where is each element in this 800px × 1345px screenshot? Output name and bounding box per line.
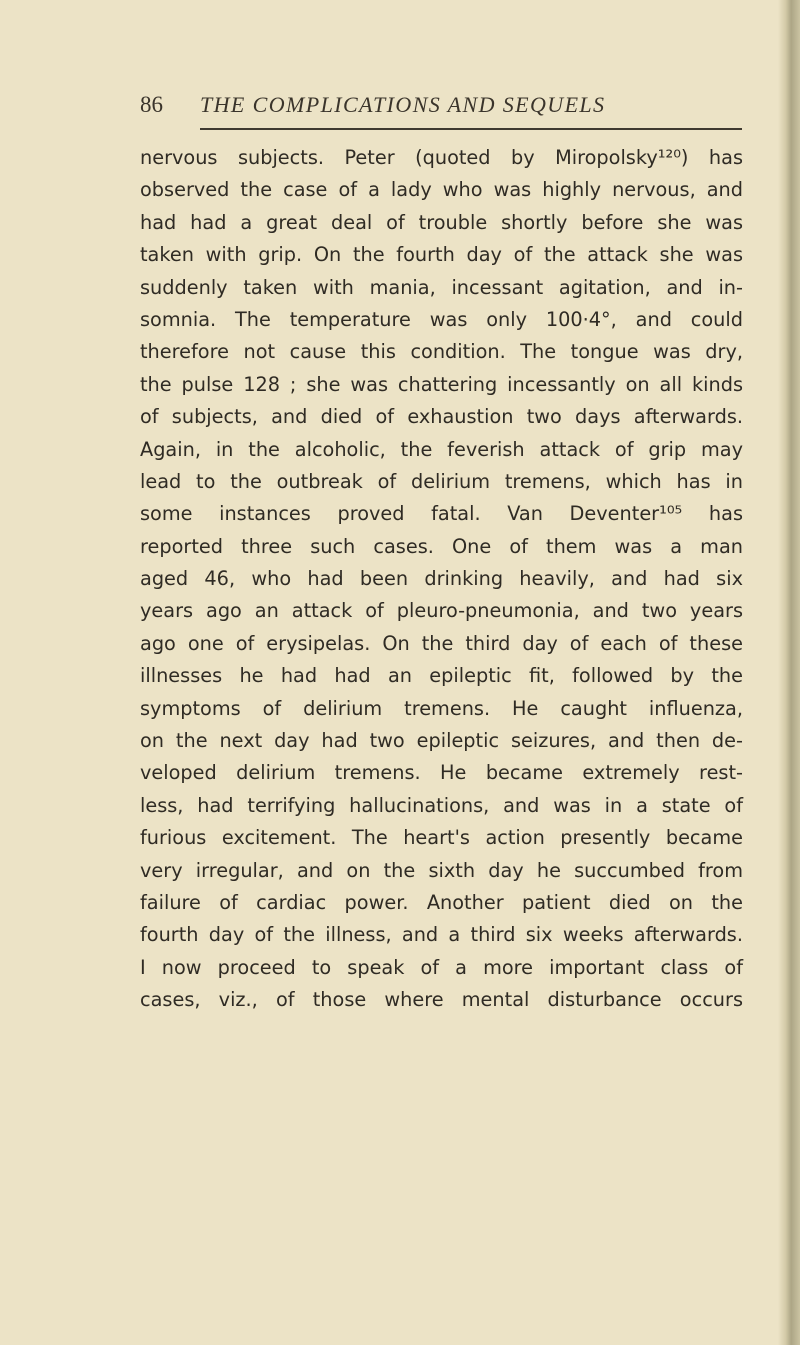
text-line: failure of cardiac power. Another patient died on the — [140, 890, 743, 914]
text-line: aged 46, who had been drinking heavily, and had six — [140, 567, 743, 591]
text-line: symptoms of delirium tremens. He caught influenza, — [140, 696, 743, 720]
text-line: veloped delirium tremens. He became extremely rest- — [140, 761, 743, 785]
text-line: lead to the outbreak of delirium tremens, which has in — [140, 469, 743, 493]
text-line: cases, viz., of those where mental disturbance occurs — [140, 988, 743, 1012]
text-line: taken with grip. On the fourth day of the attack she was — [140, 243, 743, 267]
header-rule — [200, 128, 742, 130]
text-line: illnesses he had had an epileptic fit, followed by the — [140, 664, 743, 688]
text-line: observed the case of a lady who was highly nervous, and — [140, 178, 743, 202]
text-line: suddenly taken with mania, incessant agitation, and in- — [140, 275, 743, 299]
text-line: furious excitement. The heart's action presently became — [140, 826, 743, 850]
text-line: I now proceed to speak of a more important class of — [140, 955, 743, 979]
text-line: therefore not cause this condition. The tongue was dry, — [140, 340, 743, 364]
text-line: fourth day of the illness, and a third six weeks afterwards. — [140, 923, 743, 947]
text-line: years ago an attack of pleuro-pneumonia, and two years — [140, 599, 743, 623]
page-edge-shadow — [778, 0, 800, 1345]
text-line: nervous subjects. Peter (quoted by Miropolsky¹²⁰) has — [140, 146, 743, 169]
body-text — [140, 142, 743, 1017]
text-line: Again, in the alcoholic, the feverish attack of grip may — [140, 437, 743, 461]
text-line: the pulse 128 ; she was chattering incessantly on all kinds — [140, 372, 743, 396]
text-line: very irregular, and on the sixth day he succumbed from — [140, 858, 743, 882]
text-line: on the next day had two epileptic seizures, and then de- — [140, 729, 743, 753]
text-line: ago one of erysipelas. On the third day of each of these — [140, 631, 743, 655]
text-line: less, had terrifying hallucinations, and was in a state of — [140, 793, 743, 817]
running-head: THE COMPLICATIONS AND SEQUELS — [200, 92, 606, 117]
page-number: 86 — [140, 92, 163, 117]
text-line: somnia. The temperature was only 100·4°, and could — [140, 307, 743, 331]
text-line: of subjects, and died of exhaustion two days afterwards. — [140, 405, 743, 429]
text-line: had had a great deal of trouble shortly before she was — [140, 210, 743, 234]
page-header — [140, 92, 740, 124]
text-line: reported three such cases. One of them was a man — [140, 534, 743, 558]
text-line: some instances proved fatal. Van Deventer¹⁰⁵ has — [140, 502, 743, 526]
